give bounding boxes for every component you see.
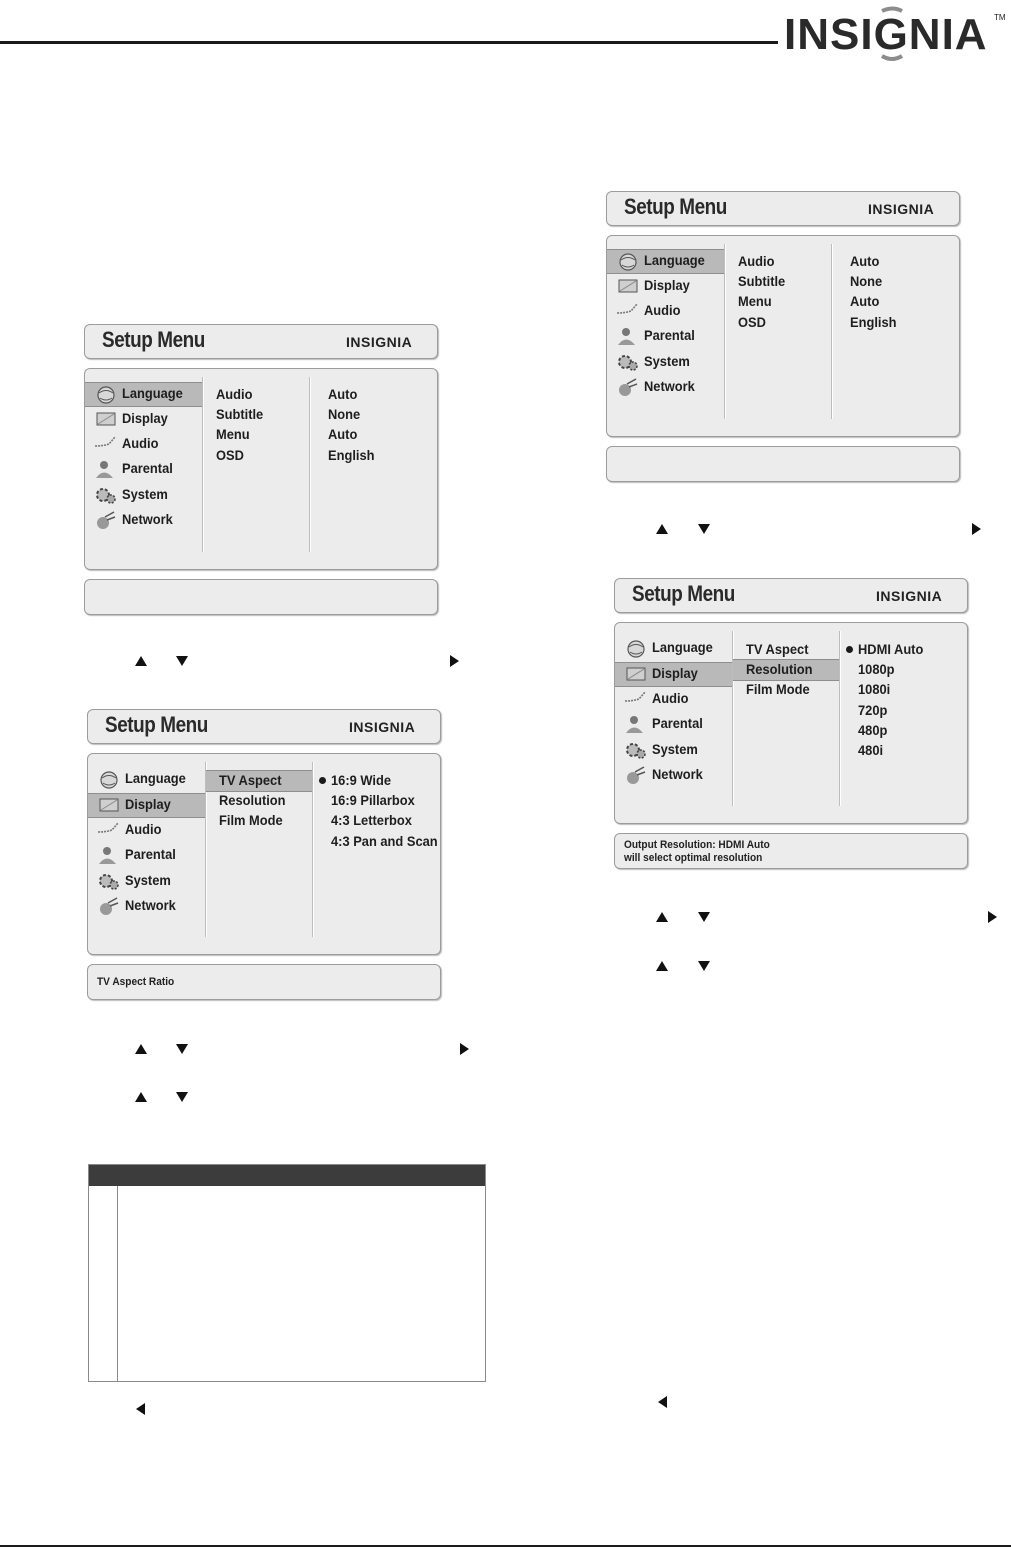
option-value: Auto xyxy=(328,426,358,442)
note-box xyxy=(88,1164,486,1382)
nav-item-system[interactable]: System xyxy=(88,870,206,893)
nav-item-network[interactable]: Network xyxy=(607,376,725,399)
footer-rule xyxy=(0,1545,1011,1547)
audio-icon xyxy=(95,435,117,454)
display-icon xyxy=(625,665,647,684)
up-arrow-icon xyxy=(656,524,668,534)
menu-body-panel xyxy=(87,753,441,955)
option-label[interactable]: Audio xyxy=(216,386,253,402)
up-arrow-icon xyxy=(135,1092,147,1102)
left-arrow-icon xyxy=(136,1403,145,1415)
system-icon xyxy=(617,353,639,372)
column-divider xyxy=(309,377,310,552)
column-divider xyxy=(312,762,313,937)
value-option[interactable]: 1080i xyxy=(858,681,891,697)
right-arrow-icon xyxy=(450,655,459,667)
column-divider xyxy=(732,631,733,806)
selected-dot-icon xyxy=(319,777,326,784)
network-icon xyxy=(625,766,647,785)
menu-logo xyxy=(868,199,943,217)
menu-logo xyxy=(349,717,424,735)
audio-icon xyxy=(98,821,120,840)
language-icon xyxy=(95,385,117,404)
option-tv-aspect[interactable]: TV Aspect xyxy=(746,641,809,657)
nav-item-network[interactable]: Network xyxy=(85,509,203,532)
nav-item-audio[interactable]: Audio xyxy=(607,300,725,323)
value-option[interactable]: HDMI Auto xyxy=(858,641,924,657)
status-text: TV Aspect Ratio xyxy=(97,976,175,988)
value-option[interactable]: 16:9 Pillarbox xyxy=(331,792,415,808)
down-arrow-icon xyxy=(176,1044,188,1054)
option-label[interactable]: Menu xyxy=(738,293,772,309)
menu-title: Setup Menu xyxy=(105,712,208,737)
menu-status-bar xyxy=(84,579,438,615)
option-label[interactable]: Audio xyxy=(738,253,775,269)
svg-text:INSIGNIA: INSIGNIA xyxy=(868,201,935,217)
nav-item-parental[interactable]: Parental xyxy=(85,458,203,481)
menu-status-bar xyxy=(606,446,960,482)
right-arrow-icon xyxy=(972,523,981,535)
option-film-mode[interactable]: Film Mode xyxy=(219,812,283,828)
nav-item-network[interactable]: Network xyxy=(88,895,206,918)
menu-title: Setup Menu xyxy=(624,194,727,219)
up-arrow-icon xyxy=(135,656,147,666)
nav-item-audio[interactable]: Audio xyxy=(85,433,203,456)
nav-item-audio[interactable]: Audio xyxy=(88,819,206,842)
down-arrow-icon xyxy=(698,912,710,922)
menu-title-bar xyxy=(614,578,968,613)
parental-icon xyxy=(95,460,117,479)
parental-icon xyxy=(617,327,639,346)
option-label[interactable]: Subtitle xyxy=(738,273,786,289)
menu-status-bar xyxy=(87,964,441,1000)
menu-title: Setup Menu xyxy=(102,327,205,352)
setup-menu-resolution-screen xyxy=(614,578,968,870)
audio-icon xyxy=(617,302,639,321)
value-option[interactable]: 1080p xyxy=(858,661,895,677)
network-icon xyxy=(98,897,120,916)
option-value: English xyxy=(850,314,897,330)
option-value: English xyxy=(328,447,375,463)
option-value: None xyxy=(850,273,883,289)
down-arrow-icon xyxy=(176,1092,188,1102)
system-icon xyxy=(98,872,120,891)
option-value: Auto xyxy=(850,293,880,309)
selected-dot-icon xyxy=(846,646,853,653)
setup-menu-language-screen-left xyxy=(84,324,438,616)
menu-status-bar xyxy=(614,833,968,869)
value-option[interactable]: 480i xyxy=(858,742,884,758)
option-label[interactable]: OSD xyxy=(216,447,244,463)
nav-item-parental[interactable]: Parental xyxy=(88,844,206,867)
menu-title-bar xyxy=(606,191,960,226)
column-divider xyxy=(202,377,203,552)
parental-icon xyxy=(98,846,120,865)
svg-text:INSIGNIA: INSIGNIA xyxy=(346,334,413,350)
audio-icon xyxy=(625,690,647,709)
nav-item-language[interactable]: Language xyxy=(615,637,733,660)
menu-logo xyxy=(346,332,421,350)
svg-text:INSIGNIA: INSIGNIA xyxy=(876,588,943,604)
nav-item-display[interactable]: Display xyxy=(88,793,206,818)
option-resolution[interactable]: Resolution xyxy=(219,792,286,808)
option-value: Auto xyxy=(850,253,880,269)
nav-item-language[interactable]: Language xyxy=(88,768,206,791)
menu-body-panel xyxy=(606,235,960,437)
note-side-column xyxy=(89,1186,118,1381)
network-icon xyxy=(617,378,639,397)
language-icon xyxy=(98,770,120,789)
up-arrow-icon xyxy=(656,912,668,922)
right-arrow-icon xyxy=(460,1043,469,1055)
nav-item-parental[interactable]: Parental xyxy=(615,713,733,736)
menu-title-bar xyxy=(87,709,441,744)
insignia-logo xyxy=(782,6,1008,64)
option-value: Auto xyxy=(328,386,358,402)
setup-menu-language-screen-right xyxy=(606,191,960,483)
option-film-mode[interactable]: Film Mode xyxy=(746,681,810,697)
option-resolution[interactable]: Resolution xyxy=(746,661,813,677)
parental-icon xyxy=(625,715,647,734)
down-arrow-icon xyxy=(698,961,710,971)
nav-item-display[interactable]: Display xyxy=(85,408,203,431)
menu-logo xyxy=(876,586,951,604)
column-divider xyxy=(839,631,840,806)
setup-menu-tv-aspect-screen xyxy=(87,709,441,1001)
note-header-bar xyxy=(89,1165,485,1186)
display-icon xyxy=(98,796,120,815)
column-divider xyxy=(724,244,725,419)
option-label[interactable]: Menu xyxy=(216,426,250,442)
option-value: None xyxy=(328,406,361,422)
column-divider xyxy=(831,244,832,419)
language-icon xyxy=(625,639,647,658)
network-icon xyxy=(95,511,117,530)
system-icon xyxy=(625,741,647,760)
language-icon xyxy=(617,252,639,271)
menu-title-bar xyxy=(84,324,438,359)
nav-item-network[interactable]: Network xyxy=(615,764,733,787)
menu-body-panel xyxy=(614,622,968,824)
down-arrow-icon xyxy=(698,524,710,534)
display-icon xyxy=(95,410,117,429)
status-text-line2: will select optimal resolution xyxy=(624,852,763,864)
nav-item-system[interactable]: System xyxy=(85,484,203,507)
nav-item-parental[interactable]: Parental xyxy=(607,325,725,348)
nav-item-audio[interactable]: Audio xyxy=(615,688,733,711)
nav-item-language[interactable]: Language xyxy=(607,249,725,274)
option-label[interactable]: OSD xyxy=(738,314,766,330)
value-option[interactable]: 16:9 Wide xyxy=(331,772,392,788)
system-icon xyxy=(95,486,117,505)
brand-name: INSIGNIA xyxy=(784,10,988,59)
value-option[interactable]: 480p xyxy=(858,722,888,738)
nav-item-system[interactable]: System xyxy=(615,739,733,762)
up-arrow-icon xyxy=(656,961,668,971)
header-rule xyxy=(0,41,778,44)
value-option[interactable]: 720p xyxy=(858,702,888,718)
menu-body-panel xyxy=(84,368,438,570)
left-arrow-icon xyxy=(658,1396,667,1408)
value-option[interactable]: 4:3 Pan and Scan xyxy=(331,833,438,849)
value-option[interactable]: 4:3 Letterbox xyxy=(331,812,412,828)
svg-text:INSIGNIA: INSIGNIA xyxy=(349,719,416,735)
right-arrow-icon xyxy=(988,911,997,923)
nav-item-display[interactable]: Display xyxy=(615,662,733,687)
up-arrow-icon xyxy=(135,1044,147,1054)
option-tv-aspect[interactable]: TV Aspect xyxy=(219,772,282,788)
menu-title: Setup Menu xyxy=(632,581,735,606)
down-arrow-icon xyxy=(176,656,188,666)
nav-item-system[interactable]: System xyxy=(607,351,725,374)
display-icon xyxy=(617,277,639,296)
nav-item-language[interactable]: Language xyxy=(85,382,203,407)
option-label[interactable]: Subtitle xyxy=(216,406,264,422)
status-text-line1: Output Resolution: HDMI Auto xyxy=(624,839,770,851)
trademark-mark: TM xyxy=(994,13,1006,22)
nav-item-display[interactable]: Display xyxy=(607,275,725,298)
